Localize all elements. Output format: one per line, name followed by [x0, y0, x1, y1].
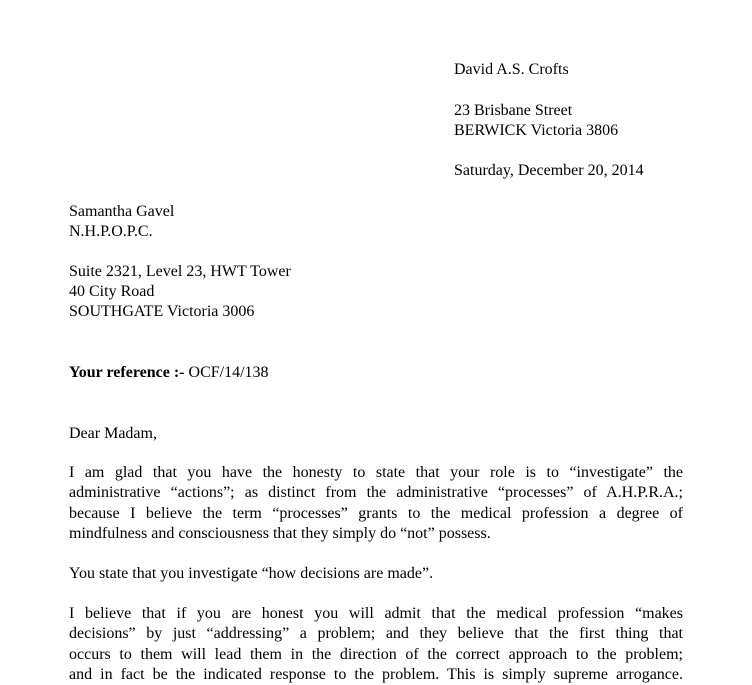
- body-paragraph-1: [69, 463, 683, 544]
- sender-address-line2: BERWICK Victoria 3806: [454, 122, 619, 139]
- reference-label: Your reference :-: [69, 364, 185, 381]
- salutation: Dear Madam,: [69, 425, 157, 442]
- paragraph-line: I am glad that you have the honesty to state that your role is to “investigate” the: [69, 464, 683, 481]
- body-paragraph-3: [69, 604, 683, 685]
- paragraph-line: because I believe the term “processes” grants to the medical profession a degree of: [69, 504, 683, 522]
- recipient-address-line1: Suite 2321, Level 23, HWT Tower: [69, 263, 291, 280]
- paragraph-line: and in fact be the indicated response to the problem. This is simply supreme arrogance.: [69, 665, 683, 683]
- recipient-address-line3: SOUTHGATE Victoria 3006: [69, 303, 255, 320]
- recipient-name: Samantha Gavel: [69, 203, 175, 220]
- paragraph-line: mindfulness and consciousness that they simply do “not” possess.: [69, 524, 491, 542]
- sender-name: David A.S. Crofts: [454, 61, 569, 78]
- body-paragraph-2: [69, 564, 683, 584]
- recipient-address-line2: 40 City Road: [69, 283, 155, 300]
- paragraph-line: decisions” by just “addressing” a problem; and they believe that the first thing that: [69, 625, 683, 643]
- recipient-organisation: N.H.P.O.P.C.: [69, 223, 153, 240]
- reference-line: [69, 363, 269, 383]
- letter-date: Saturday, December 20, 2014: [454, 162, 644, 179]
- paragraph-line: You state that you investigate “how decisions are made”.: [69, 565, 434, 582]
- paragraph-line: occurs to them will lead them in the direction of the correct approach to the problem;: [69, 645, 683, 663]
- paragraph-line: administrative “actions”; as distinct from the administrative “processes” of A.H.P.R.A.;: [69, 484, 683, 502]
- reference-value: OCF/14/138: [184, 364, 269, 381]
- sender-address-line1: 23 Brisbane Street: [454, 102, 573, 119]
- paragraph-line: I believe that if you are honest you will admit that the medical profession “makes: [69, 605, 683, 622]
